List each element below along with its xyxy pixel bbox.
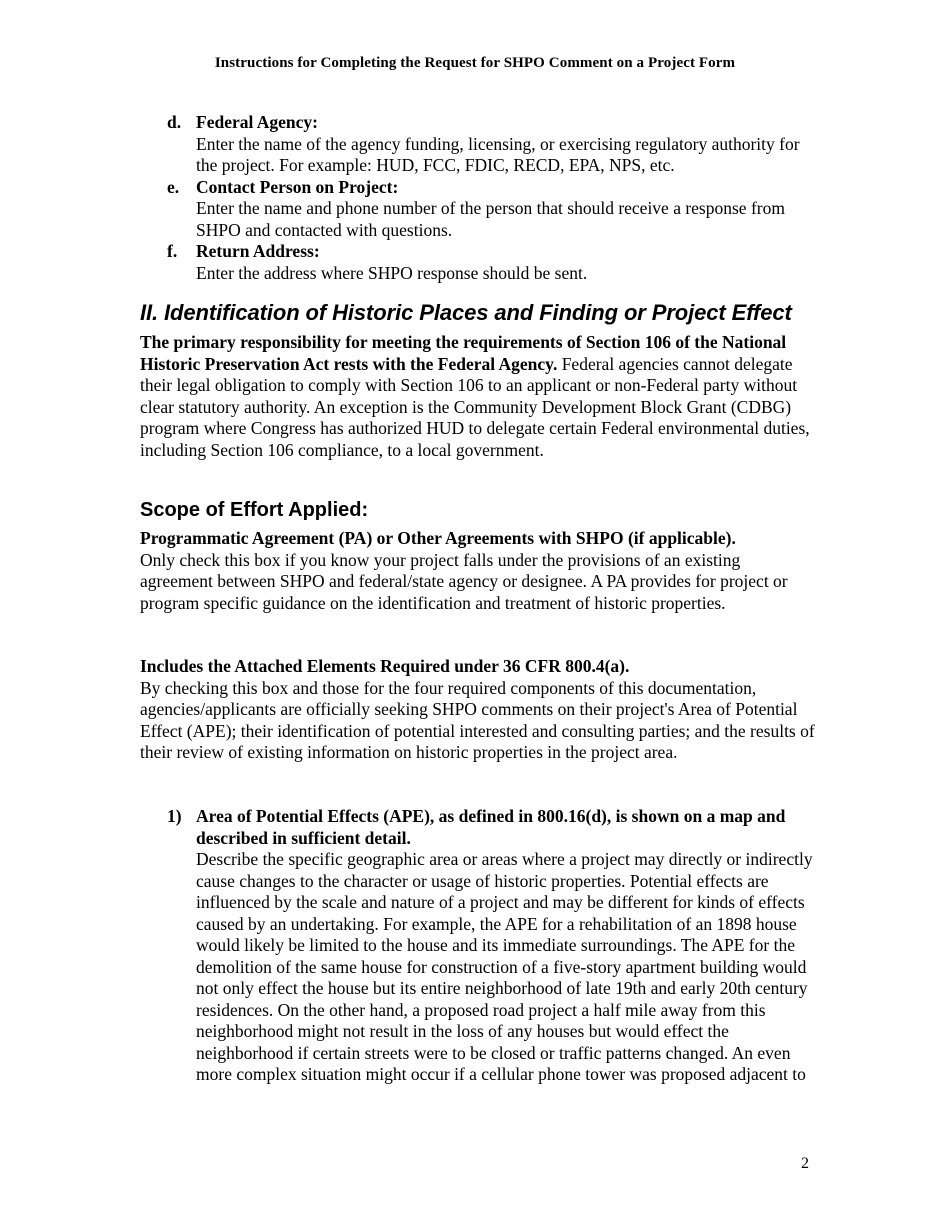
list-marker: f. [167,241,178,261]
item-title: Return Address: [196,241,320,261]
list-item-return-address [167,241,817,284]
item-title: Federal Agency: [196,112,318,132]
pa-text: Only check this box if you know your project falls under the provisions of an existing agreement between SHPO and federal/state agency or designee. A PA provides for project or program specific guidance on the identification and treatment of historic properties. [140,549,788,613]
includes-text: By checking this box and those for the four required components of this documentation, agencies/applicants are officially seeking SHPO comments on their project's Area of Potential Effect (APE); their identification of potential interested and consulting parties; and the results of their review of existing information on historic properties in the project area. [140,677,815,762]
required-components-list [167,806,817,1086]
list-marker: e. [167,176,180,197]
list-item-contact-person [167,177,817,242]
list-item-ape [167,806,817,1086]
contact-fields-list [167,112,817,284]
section-heading: II. Identification of Historic Places and Finding or Project Effect [140,300,792,325]
list-marker: d. [167,112,182,132]
intro-bold-text: The primary responsibility for meeting the requirements of Section 106 of the National Historic Preservation Act rests with the Federal Agency. [140,332,787,374]
page-header: Instructions for Completing the Request for SHPO Comment on a Project Form [214,55,736,71]
item-text: Describe the specific geographic area or areas where a project may directly or indirectly cause changes to the character or usage of historic properties. Potential effects are influenced by the scale and nature of a project and may be different for kinds of effects caused by an undertaking. For example, the APE for a rehabilitation of an 1898 house would likely be limited to the house and its immediate surroundings. The APE for the demolition of the same house for construction of a five-story apartment building would not only effect the house but its entire neighborhood of late 19th and early 20th century residences. On the other hand, a proposed road project a half mile away from this neighborhood might not result in the loss of any houses but would effect the neighborhood if certain streets were to be closed or traffic patterns changed. An even more complex situation might occur if a cellular phone tower was proposed adjacent to [196,849,813,1084]
item-title: Area of Potential Effects (APE), as defined in 800.16(d), is shown on a map and described in sufficient detail. [196,806,786,848]
page-number: 2 [801,1155,809,1172]
list-item-federal-agency [167,112,817,177]
scope-heading: Scope of Effort Applied: [140,499,369,521]
includes-paragraph [140,656,815,764]
pa-title: Programmatic Agreement (PA) or Other Agreements with SHPO (if applicable). [140,528,736,548]
includes-title: Includes the Attached Elements Required under 36 CFR 800.4(a). [140,656,630,676]
item-title: Contact Person on Project: [196,176,399,197]
section-intro-paragraph [140,332,815,461]
item-text: Enter the name and phone number of the person that should receive a response from SHPO and contacted with questions. [196,198,785,240]
list-marker: 1) [167,806,182,826]
item-text: Enter the address where SHPO response should be sent. [196,262,588,283]
intro-text: Federal agencies cannot delegate their legal obligation to comply with Section 106 to an applicant or non-Federal party without clear statutory authority. An exception is the Community Development Block Grant (CDBG) program where Congress has authorized HUD to delegate certain Federal environmental duties, including Section 106 compliance, to a local government. [140,353,810,460]
pa-paragraph [140,528,815,614]
item-text: Enter the name of the agency funding, licensing, or exercising regulatory authority for the project. For example: HUD, FCC, FDIC, RECD, EPA, NPS, etc. [196,133,800,175]
